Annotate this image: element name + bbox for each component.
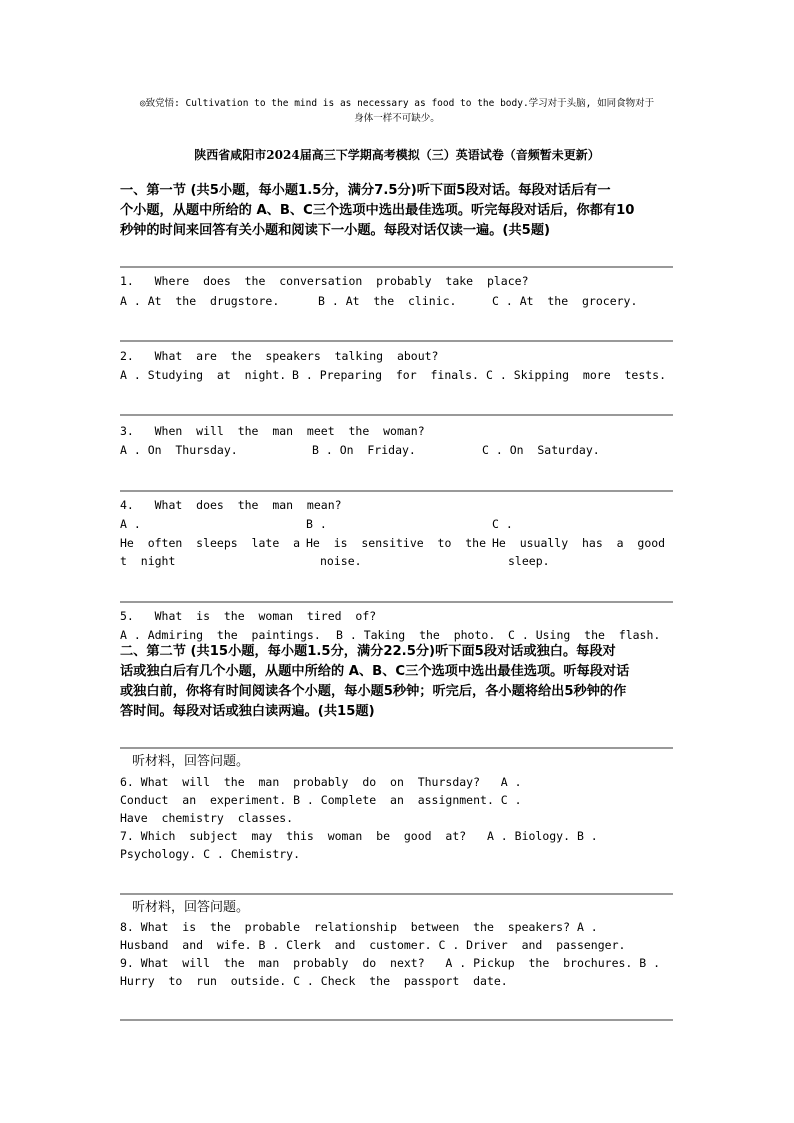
question-1-option-c: C . At the grocery. [492, 294, 638, 308]
divider [120, 747, 673, 749]
section-1-line-2: 个小题，从题中所给的 A、B、C三个选项中选出最佳选项。听完每段对话后，你都有10 [120, 203, 635, 218]
listening-prompt-1: 听材料，回答问题。 [132, 754, 250, 769]
question-6-options: Conduct an experiment. B . Complete an assignment. C . [120, 793, 522, 807]
question-4-option-b-label: B . [306, 517, 327, 531]
question-3-stem: 3. When will the man meet the woman? [120, 424, 425, 438]
question-6-stem: 6. What will the man probably do on Thursday? A . [120, 775, 522, 789]
question-2-option-a: A . Studying at night. [120, 368, 287, 382]
divider [120, 601, 673, 603]
section-1-line-3: 秒钟的时间来回答有关小题和阅读下一小题。每段对话仅读一遍。(共5题) [120, 223, 551, 238]
question-4-option-c-text-1: He usually has a good [492, 536, 666, 550]
question-3-option-c: C . On Saturday. [482, 443, 600, 457]
question-8-stem: 8. What is the probable relationship between the speakers? A . [120, 920, 598, 934]
question-9-options: Hurry to run outside. C . Check the passport date. [120, 974, 508, 988]
question-1-stem: 1. Where does the conversation probably take place? [120, 274, 529, 288]
question-7-options: Psychology. C . Chemistry. [120, 847, 301, 861]
question-7-stem: 7. Which subject may this woman be good at? A . Biology. B . [120, 829, 598, 843]
question-1-option-a: A . At the drugstore. [120, 294, 280, 308]
section-2-line-1: 二、第二节 (共15小题，每小题1.5分，满分22.5分)听下面5段对话或独白。每段对 [120, 644, 616, 659]
question-2-stem: 2. What are the speakers talking about? [120, 349, 439, 363]
motto-note [112, 96, 682, 126]
question-4-option-a-text-2: t night [120, 554, 176, 568]
divider [120, 414, 673, 416]
question-4-option-a-label: A . [120, 517, 141, 531]
question-5-option-a: A . Admiring the paintings. [120, 628, 321, 642]
listening-prompt-2: 听材料，回答问题。 [132, 900, 250, 915]
question-5-stem: 5. What is the woman tired of? [120, 609, 377, 623]
question-2-option-b: B . Preparing for finals. [292, 368, 479, 382]
section-1-instructions [120, 181, 672, 241]
section-2-line-3: 或独白前，你将有时间阅读各个小题，每小题5秒钟；听完后，各小题将给出5秒钟的作 [120, 684, 627, 699]
motto-line-2: 身体一样不可缺少。 [354, 113, 440, 124]
section-2-instructions [120, 642, 672, 722]
question-4-stem: 4. What does the man mean? [120, 498, 342, 512]
motto-line-1: ◎致党悟: Cultivation to the mind is as necessary as food to the body.学习对于头脑, 如同食物对于 [139, 98, 655, 109]
question-5-option-b: B . Taking the photo. [336, 628, 496, 642]
question-1-option-b: B . At the clinic. [318, 294, 457, 308]
question-2-option-c: C . Skipping more tests. [486, 368, 667, 382]
question-4-option-a-text-1: He often sleeps late a [120, 536, 301, 550]
section-2-line-4: 答时间。每段对话或独白读两遍。(共15题) [120, 704, 375, 719]
question-4-option-b-text-1: He is sensitive to the [306, 536, 487, 550]
question-9-stem: 9. What will the man probably do next? A . Pickup the brochures. B . [120, 956, 661, 970]
question-4-option-b-text-2: noise. [320, 554, 362, 568]
divider [120, 893, 673, 895]
divider [120, 266, 673, 268]
question-4-option-c-text-2: sleep. [508, 554, 550, 568]
section-1-line-1: 一、第一节 (共5小题，每小题1.5分，满分7.5分)听下面5段对话。每段对话后有一 [120, 183, 611, 198]
question-3-option-a: A . On Thursday. [120, 443, 238, 457]
question-5-option-c: C . Using the flash. [508, 628, 661, 642]
page-title: 陕西省咸阳市2024届高三下学期高考模拟（三）英语试卷（音频暂未更新） [194, 148, 600, 162]
question-3-option-b: B . On Friday. [312, 443, 416, 457]
divider [120, 340, 673, 342]
divider [120, 1019, 673, 1021]
divider [120, 490, 673, 492]
section-2-line-2: 话或独白后有几个小题，从题中所给的 A、B、C三个选项中选出最佳选项。听每段对话 [120, 664, 630, 679]
question-8-options: Husband and wife. B . Clerk and customer. C . Driver and passenger. [120, 938, 626, 952]
question-4-option-c-label: C . [492, 517, 513, 531]
question-6-options-cont: Have chemistry classes. [120, 811, 294, 825]
